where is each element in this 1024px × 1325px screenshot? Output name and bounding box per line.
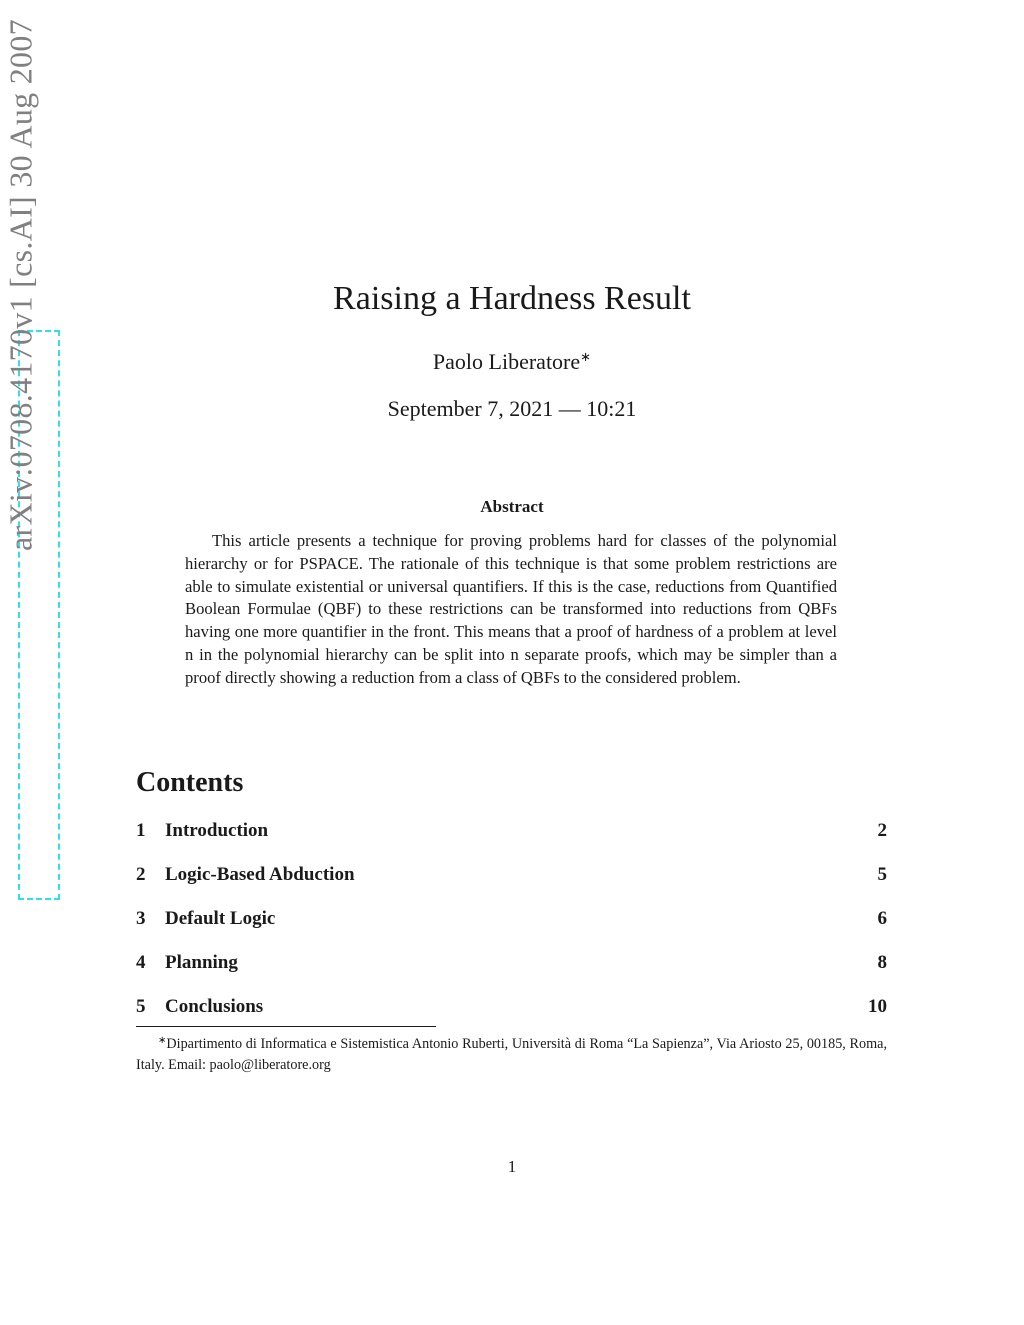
page-number: 1 <box>507 1157 517 1176</box>
toc-entry-page[interactable]: 8 <box>877 952 887 973</box>
footnote-rule <box>136 1026 436 1027</box>
toc-entry-number: 5 <box>136 996 146 1017</box>
abstract-heading: Abstract <box>480 497 544 516</box>
footnote <box>136 1030 887 1076</box>
author-name: Paolo Liberatore <box>432 349 581 374</box>
toc-entry-number: 4 <box>136 952 146 973</box>
paper-date: September 7, 2021 — 10:21 <box>387 396 637 421</box>
abstract-body: This article presents a technique for proving problems hard for classes of the polynomial hierarchy or for PSPACE. The rationale of this technique is that some problem restrictions are able to simulate existential or universal quantifiers. If this is the case, reductions from Quantified Boolean Formulae (QBF) to these restrictions can be transformed into reductions from QBFs having one more quantifier in the front. This means that a proof of hardness of a problem at level n in the polynomial hierarchy can be split into n separate proofs, which may be simpler than a proof directly showing a reduction from a class of QBFs to the considered problem. <box>185 531 837 687</box>
toc-entry-title[interactable]: Introduction <box>165 820 269 841</box>
footnote-mark: ∗ <box>158 1035 167 1046</box>
toc-entry-page[interactable]: 6 <box>877 908 887 929</box>
toc-entry-title[interactable]: Logic-Based Abduction <box>165 864 355 885</box>
footnote-text: Dipartimento di Informatica e Sistemistica Antonio Ruberti, Università di Roma “La Sapienza”, Via Ariosto 25, 00185, Roma, Italy. Email: paolo@liberatore.org <box>136 1036 887 1073</box>
toc-entry-introduction[interactable] <box>136 820 887 864</box>
contents-heading: Contents <box>136 767 244 798</box>
paper-title: Raising a Hardness Result <box>333 280 691 317</box>
toc-entry-title[interactable]: Conclusions <box>165 996 264 1017</box>
table-of-contents <box>136 820 887 1040</box>
author-line <box>0 349 1024 375</box>
toc-entry-page[interactable]: 5 <box>877 864 887 885</box>
toc-entry-page[interactable]: 10 <box>868 996 887 1017</box>
toc-entry-planning[interactable] <box>136 952 887 996</box>
author-footnote-mark: ∗ <box>580 349 592 364</box>
arxiv-stamp-label: arXiv:0708.4170v1 [cs.AI] 30 Aug 2007 <box>2 19 39 551</box>
toc-entry-page[interactable]: 2 <box>877 820 887 841</box>
toc-entry-title[interactable]: Default Logic <box>165 908 276 929</box>
toc-entry-number: 1 <box>136 820 146 841</box>
toc-entry-number: 3 <box>136 908 146 929</box>
toc-entry-number: 2 <box>136 864 146 885</box>
toc-entry-default-logic[interactable] <box>136 908 887 952</box>
toc-entry-title[interactable]: Planning <box>165 952 238 973</box>
toc-entry-logic-based-abduction[interactable] <box>136 864 887 908</box>
